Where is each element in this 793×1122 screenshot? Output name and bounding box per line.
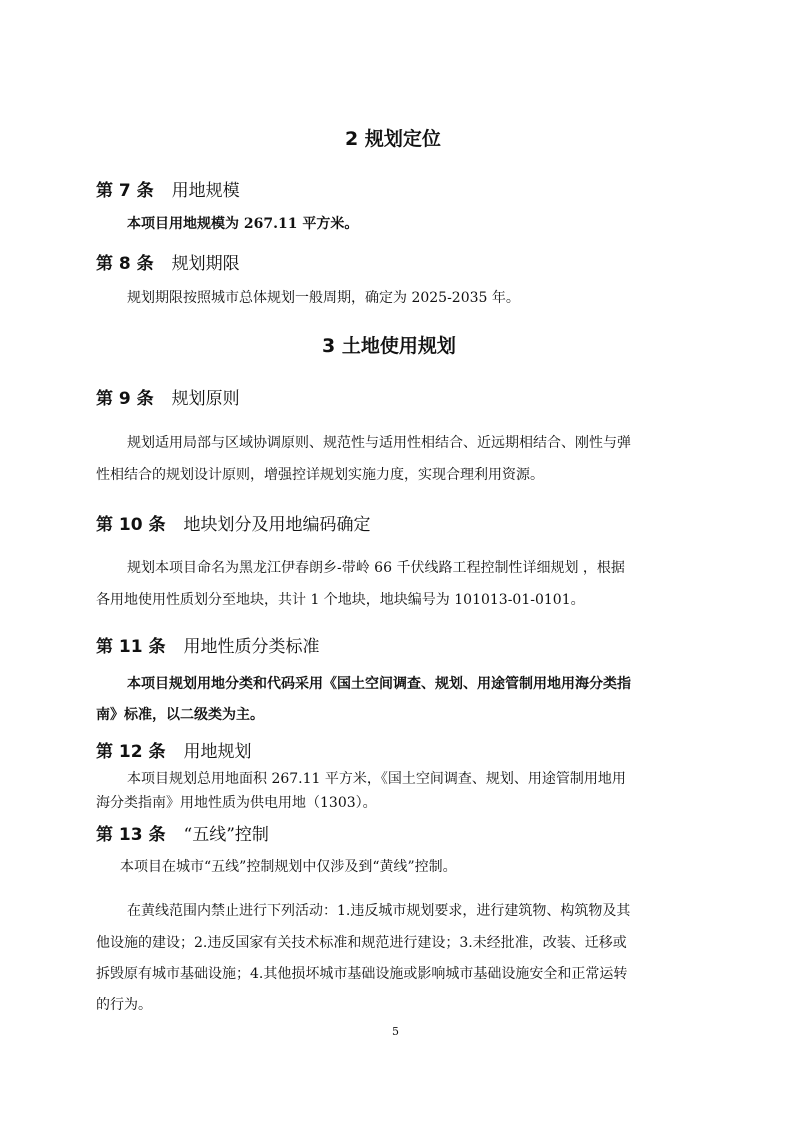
article-12-heading	[96, 737, 252, 762]
article-10-heading	[96, 510, 371, 535]
article-9-number: 第 9 条	[96, 389, 154, 409]
article-9-heading	[96, 384, 240, 409]
article-8-text: 规划期限按照城市总体规划一般周期，确定为 2025-2035 年。	[127, 290, 520, 306]
article-7-title: 用地规模	[171, 181, 240, 201]
article-13-number: 第 13 条	[96, 825, 166, 845]
article-12-line-1: 本项目规划总用地面积 267.11 平方米，《国土空间调查、规划、用途管制用地用	[127, 771, 626, 787]
article-10-line-2: 各用地使用性质划分至地块，共计 1 个地块，地块编号为 101013-01-0101。	[96, 592, 585, 608]
article-10-title: 地块划分及用地编码确定	[183, 515, 371, 535]
article-11-line-1: 本项目规划用地分类和代码采用《国土空间调查、规划、用途管制用地用海分类指	[127, 676, 631, 692]
article-9-line-1: 规划适用局部与区域协调原则、规范性与适用性相结合、近远期相结合、刚性与弹	[127, 435, 631, 451]
article-13-text: 本项目在城市“五线”控制规划中仅涉及到“黄线”控制。	[120, 859, 457, 875]
article-11-title: 用地性质分类标准	[183, 637, 320, 657]
article-11-line-2: 南》标准，以二级类为主。	[96, 707, 264, 723]
article-12-title: 用地规划	[183, 742, 252, 762]
page-number: 5	[392, 1025, 399, 1038]
article-9-title: 规划原则	[171, 389, 240, 409]
article-13-line-4: 的行为。	[96, 997, 152, 1013]
chapter-3-title: 3 土地使用规划	[322, 335, 456, 357]
article-13-line-2: 他设施的建设；2.违反国家有关技术标准和规范进行建设；3.未经批准，改装、迁移或	[96, 935, 627, 951]
article-8-title: 规划期限	[171, 254, 240, 274]
article-8-heading	[96, 249, 240, 274]
article-13-title: “五线”控制	[183, 825, 269, 845]
article-9-line-2: 性相结合的规划设计原则，增强控详规划实施力度，实现合理利用资源。	[96, 467, 544, 483]
chapter-2-title: 2 规划定位	[345, 128, 441, 150]
article-10-line-1: 规划本项目命名为黑龙江伊春朗乡-带岭 66 千伏线路工程控制性详细规划 ，根据	[127, 560, 625, 576]
article-7-number: 第 7 条	[96, 181, 154, 201]
article-12-number: 第 12 条	[96, 742, 166, 762]
article-13-line-3: 拆毁原有城市基础设施；4.其他损坏城市基础设施或影响城市基础设施安全和正常运转	[96, 966, 628, 982]
article-7-heading	[96, 176, 240, 201]
article-12-line-2: 海分类指南》用地性质为供电用地（1303）。	[96, 795, 377, 811]
article-10-number: 第 10 条	[96, 515, 166, 535]
article-8-number: 第 8 条	[96, 254, 154, 274]
article-7-text: 本项目用地规模为 267.11 平方米。	[127, 216, 359, 232]
article-13-line-1: 在黄线范围内禁止进行下列活动：1.违反城市规划要求，进行建筑物、构筑物及其	[127, 903, 631, 919]
article-11-heading	[96, 632, 320, 657]
article-11-number: 第 11 条	[96, 637, 166, 657]
article-13-heading	[96, 820, 269, 845]
